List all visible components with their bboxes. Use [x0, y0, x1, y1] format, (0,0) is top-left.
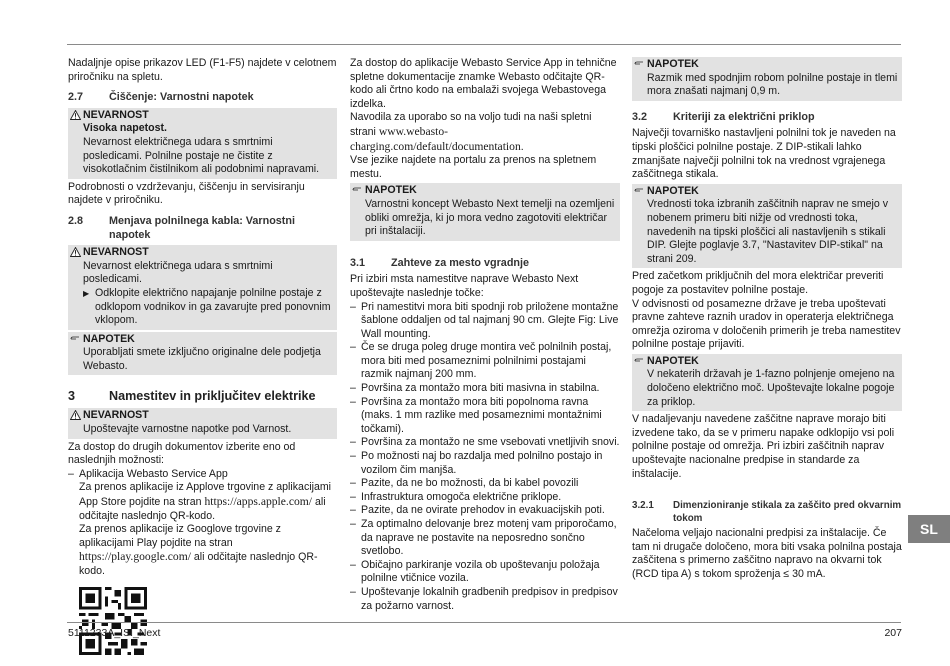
column-2: [350, 57, 620, 613]
section-3-2-1-heading: 3.2.1 Dimenzioniranje stikala za zaščito pred okvarnim tokom: [632, 500, 902, 525]
note-label: NAPOTEK: [647, 184, 699, 197]
apple-instructions: Za prenos aplikacije iz Applove trgovine z aplikacijami App Store pojdite na stran https://apps.apple.com/ ali odčitajte naslednjo QR-kodo.: [79, 481, 332, 522]
list-item: – Upoštevanje lokalnih gradbenih predpisov in predpisov za požarno varnost.: [350, 585, 618, 612]
list-item: – Če se druga poleg druge montira več polnilnih postaj, mora biti med posameznimi polnilnimi postajami razmik najmanj 200 mm.: [350, 341, 612, 381]
note-box: [632, 184, 902, 269]
requirements-list: [350, 301, 620, 614]
danger-text: Nevarnost električnega udara s smrtnimi posledicami.: [83, 259, 273, 286]
paragraph: Za dostop do drugih dokumentov izberite eno od naslednjih možnosti:: [68, 440, 296, 467]
list-item: – Pazite, da ne ovirate prehodov in evakuacijskih poti.: [350, 504, 605, 517]
note-text: Razmik med spodnjim robom polnilne postaje in tlemi mora znašati najmanj 0,9 m.: [647, 71, 898, 98]
paragraph: Podrobnosti o vzdrževanju, čiščenju in servisiranju najdete v priročniku.: [68, 180, 305, 207]
warning-triangle-icon: [70, 110, 81, 120]
paragraph: Pred začetkom priključnih del mora električar preveriti pogoje za postavitev polnilne postaje.: [632, 270, 884, 296]
danger-label: NEVARNOST: [83, 409, 149, 422]
danger-box: [68, 245, 337, 330]
danger-subtitle: Visoka napetost.: [83, 122, 167, 135]
google-url-link[interactable]: https://play.google.com/: [79, 550, 191, 564]
paragraph: Za dostop do aplikacije Webasto Service App in tehnične spletne dokumentacije znamke Webasto odčitajte QR-kodo ali črtno kodo na embalaži svojega Webastovega izdelka.: [350, 57, 617, 110]
note-box: [68, 332, 337, 376]
section-3-heading: 3 Namestitev in priključitev elektrike: [68, 389, 316, 404]
section-2-8-heading: 2.8 Menjava polnilnega kabla: Varnostni napotek: [68, 214, 295, 241]
paragraph: V odvisnosti od posamezne države je treba upoštevati pravne zahteve raznih uradov in operaterja električnega omrežja oziroma v določenih primerih je treba namestitev polnilne postaje prijaviti.: [632, 297, 901, 351]
section-3-2-heading: 3.2 Kriteriji za električni priklop: [632, 110, 815, 123]
list-item: – Površina za montažo mora biti popolnoma ravna (maks. 1 mm razlike med posameznimi montažnimi točkami).: [350, 395, 602, 435]
list-item: – Infrastruktura omogoča električne priklope.: [350, 490, 562, 503]
qr-code-image: [79, 587, 147, 655]
list-item: – Za optimalno delovanje brez motenj vam priporočamo, da naprave ne postavite na neposredno sončno svetlobo.: [350, 518, 617, 558]
language-tab: SL: [908, 515, 950, 543]
list-item: – Pri namestitvi mora biti spodnji rob priložene montažne šablone oddaljen od tal najmanj 90 cm. Glejte Fig: Live Wall mounting.: [350, 300, 619, 340]
paragraph: Pri izbiri msta namestitve naprave Webasto Next upoštevajte naslednje točke:: [350, 273, 579, 299]
note-label: NAPOTEK: [647, 58, 699, 70]
warning-triangle-icon: [70, 410, 81, 420]
danger-label: NEVARNOST: [83, 246, 149, 259]
warning-triangle-icon: [70, 247, 81, 257]
note-label: NAPOTEK: [365, 184, 417, 197]
pointing-hand-icon: [352, 185, 363, 195]
note-text: Varnostni koncept Webasto Next temelji na ozemljeni obliki omrežja, ki jo mora vedno zagotoviti električar pri inštalaciji.: [365, 197, 615, 238]
google-instructions: Za prenos aplikacije iz Googlove trgovine z aplikacijami Play pojdite na stran https://play.google.com/ ali odčitajte naslednjo QR-kodo.: [79, 523, 318, 577]
documentation-url-link[interactable]: www.webasto-charging.com/default/documentation: [350, 124, 521, 153]
note-text: V nekaterih državah je 1-fazno polnjenje omejeno na določeno električno moč. Upoštevajte lokalne pogoje za priklop.: [647, 368, 895, 408]
paragraph: Največji tovarniško nastavljeni polnilni tok je naveden na tipski ploščici polnilne postaje. Z DIP-stikali lahko zmanjšate največji polnilni tok na vrednost vgrajenega zaščitnega stikala.: [632, 127, 896, 181]
note-text: Vrednosti toka izbranih zaščitnih naprav ne smejo v nobenem primeru biti nižje od vrednosti toka, navedenih na tipski ploščici ali nastavljenih s stikali DIP. Glejte poglavje 3.7, "Nastavitev DIP-stikal" na strani 209.: [647, 198, 889, 265]
danger-text: Upoštevajte varnostne napotke pod Varnost.: [83, 423, 292, 436]
section-3-1-heading: 3.1 Zahteve za mesto vgradnje: [350, 256, 530, 269]
list-item: – Površina za montažo mora biti masivna in stabilna.: [350, 382, 600, 395]
pointing-hand-icon: [634, 356, 645, 366]
list-item: – Običajno parkiranje vozila ob upoštevanju položaja polnilne vtičnice vozila.: [350, 558, 600, 585]
danger-text: Nevarnost električnega udara s smrtnimi posledicami. Polnilne postaje ne čistite z visokotlačnim čistilnikom ali podobnimi napravami.: [83, 135, 320, 176]
pointing-hand-icon: [70, 334, 81, 344]
section-2-7-heading: 2.7 Čiščenje: Varnostni napotek: [68, 91, 254, 104]
column-1: [68, 57, 337, 659]
danger-label: NEVARNOST: [83, 108, 149, 121]
column-3: [632, 57, 902, 582]
danger-box: [68, 408, 337, 438]
paragraph: Načeloma veljajo nacionalni predpisi za inštalacije. Če tam ni drugače določeno, mora biti vsaka polnilna postaja zaščitena s primerno zaščitno napravo na okvarni tok (RCD tipa A) s tokom sproženja ≤ 30 mA.: [632, 527, 902, 580]
note-label: NAPOTEK: [647, 354, 699, 367]
note-text: Uporabljati smete izključno originalne dele podjetja Webasto.: [83, 346, 321, 372]
paragraph: V nadaljevanju navedene zaščitne naprave morajo biti izvedene tako, da se v primeru napake odklopijo vsi poli polnilne postaje od omrežja. Pri izbiri zaščitnih naprav upoštevajte nacionalne predpise in standarde za inštalacije.: [632, 413, 895, 480]
list-item: – Po možnosti naj bo razdalja med polnilno postajo in vozilom čim manjša.: [350, 450, 603, 476]
note-box: [350, 183, 620, 240]
document-code: 5111233A_ISI_Next: [68, 627, 161, 639]
paragraph: Vse jezike najdete na portalu za prenos na spletnem mestu.: [350, 154, 597, 180]
note-label: NAPOTEK: [83, 332, 135, 345]
intro-paragraph: Nadaljnje opise prikazov LED (F1-F5) najdete v celotnem priročniku na spletu.: [68, 57, 337, 83]
note-box: [632, 354, 902, 411]
pointing-hand-icon: [634, 59, 645, 69]
list-item: – Pazite, da ne bo možnosti, da bi kabel povozili: [350, 477, 579, 490]
list-item: – Površina za montažo ne sme vsebovati vnetljivih snovi.: [350, 436, 620, 449]
arrow-right-icon: ▶: [83, 288, 90, 298]
page-number: 207: [884, 627, 902, 639]
instruction-step: ▶ Odklopite električno napajanje polnilne postaje z odklopom vodnikov in ga zavarujte pred ponovnim vklopom.: [83, 286, 331, 327]
apple-url-link[interactable]: https://apps.apple.com/: [204, 495, 313, 509]
note-box: [632, 57, 902, 101]
danger-box: [68, 108, 337, 179]
paragraph: Navodila za uporabo so na voljo tudi na naši spletni strani www.webasto-charging.com/default/documentation.: [350, 111, 592, 153]
footer-rule: [67, 622, 901, 623]
list-item: – Aplikacija Webasto Service App: [68, 467, 228, 480]
header-rule: [67, 44, 901, 45]
pointing-hand-icon: [634, 186, 645, 196]
